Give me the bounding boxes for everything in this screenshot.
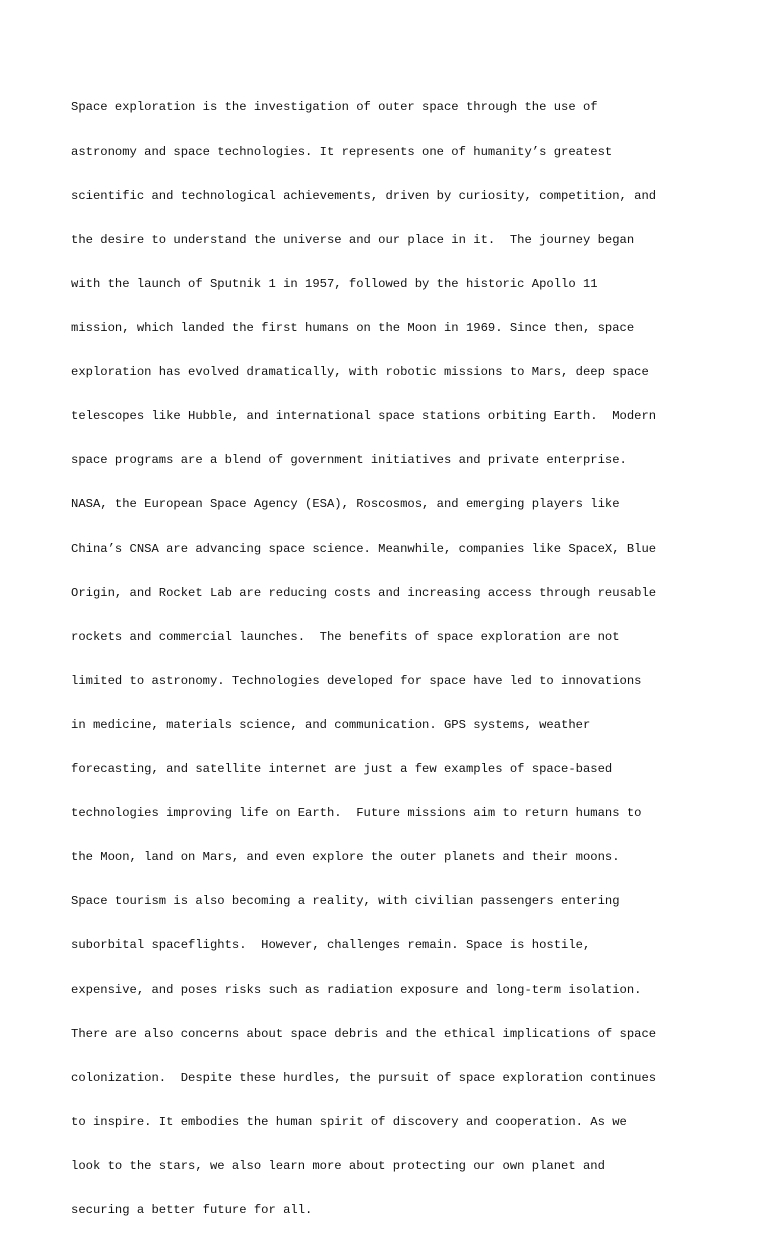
text-line: China’s CNSA are advancing space science. Meanwhile, companies like SpaceX, Blue [71,541,657,556]
text-line: rockets and commercial launches. The benefits of space exploration are not [71,629,620,644]
text-line: expensive, and poses risks such as radiation exposure and long-term isolation. [71,982,642,997]
text-line: forecasting, and satellite internet are just a few examples of space-based [71,762,613,777]
text-line: Space exploration is the investigation of outer space through the use of [71,100,598,115]
text-line: suborbital spaceflights. However, challenges remain. Space is hostile, [71,938,591,953]
text-line: technologies improving life on Earth. Future missions aim to return humans to [71,806,642,821]
text-line: exploration has evolved dramatically, with robotic missions to Mars, deep space [71,365,649,380]
text-line: Space tourism is also becoming a reality, with civilian passengers entering [71,894,620,909]
text-line: with the launch of Sputnik 1 in 1957, followed by the historic Apollo 11 [71,276,598,291]
text-line: in medicine, materials science, and communication. GPS systems, weather [71,717,591,732]
text-line: colonization. Despite these hurdles, the pursuit of space exploration continues [71,1070,657,1085]
text-line: telescopes like Hubble, and international space stations orbiting Earth. Modern [71,409,657,424]
body-paragraph [71,71,656,1247]
text-line: to inspire. It embodies the human spirit of discovery and cooperation. As we [71,1114,627,1129]
text-line: NASA, the European Space Agency (ESA), Roscosmos, and emerging players like [71,497,620,512]
text-line: space programs are a blend of government initiatives and private enterprise. [71,453,627,468]
text-line: the Moon, land on Mars, and even explore the outer planets and their moons. [71,850,620,865]
text-line: mission, which landed the first humans on the Moon in 1969. Since then, space [71,320,635,335]
text-line: limited to astronomy. Technologies developed for space have led to innovations [71,673,642,688]
text-line: securing a better future for all. [71,1203,313,1218]
text-line: There are also concerns about space debris and the ethical implications of space [71,1026,657,1041]
text-line: the desire to understand the universe and our place in it. The journey began [71,232,635,247]
text-line: look to the stars, we also learn more about protecting our own planet and [71,1159,605,1174]
text-line: astronomy and space technologies. It represents one of humanity’s greatest [71,144,613,159]
text-line: scientific and technological achievements, driven by curiosity, competition, and [71,188,657,203]
text-line: Origin, and Rocket Lab are reducing costs and increasing access through reusable [71,585,657,600]
